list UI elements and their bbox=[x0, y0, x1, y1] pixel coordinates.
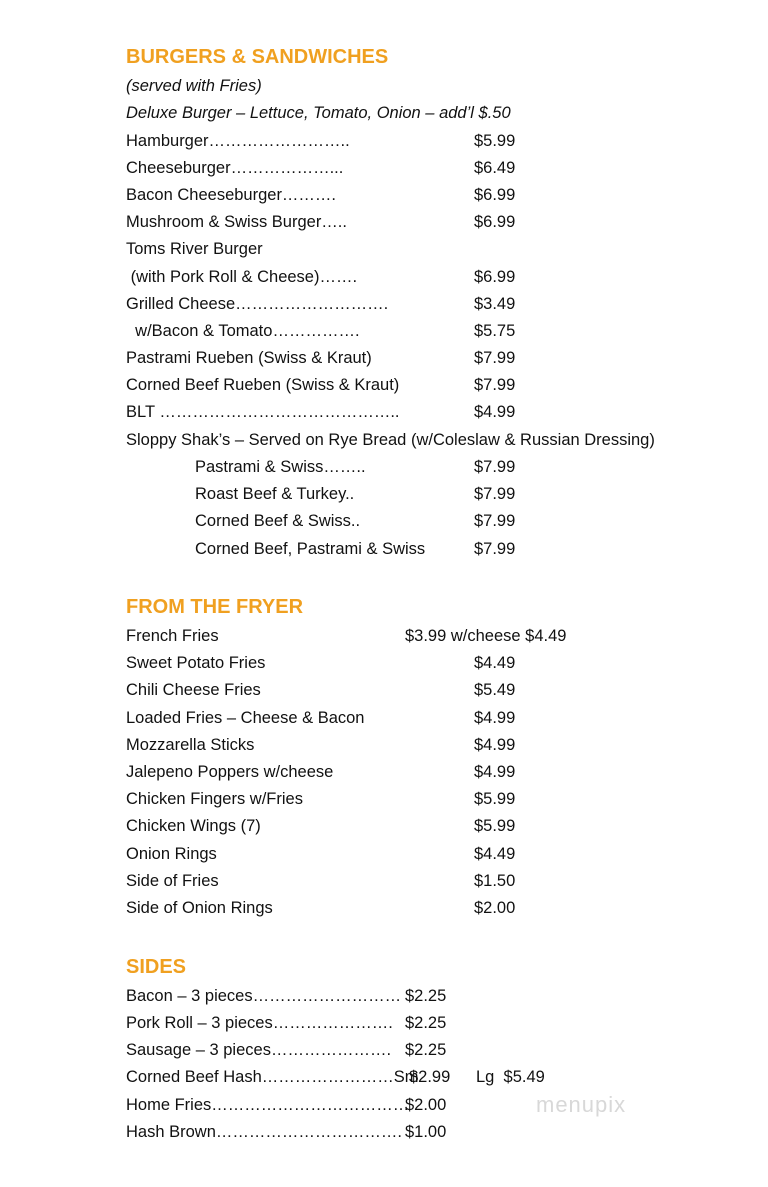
menu-item-name: Side of Fries bbox=[126, 872, 219, 890]
menu-item-price: $4.49 bbox=[474, 654, 516, 672]
menu-item-price: $6.99 bbox=[474, 186, 516, 204]
menu-item-name: Cheeseburger………………... bbox=[126, 159, 344, 177]
menu-item-name: Corned Beef Rueben (Swiss & Kraut) bbox=[126, 376, 400, 394]
menu-item-price: $2.00 bbox=[474, 899, 516, 917]
served-with-fries-note: (served with Fries) bbox=[126, 77, 262, 95]
menu-item-price: $2.99 bbox=[409, 1068, 451, 1086]
section-heading-sides: SIDES bbox=[126, 956, 187, 978]
menu-item-name: Chili Cheese Fries bbox=[126, 681, 261, 699]
menu-item-name: Sweet Potato Fries bbox=[126, 654, 266, 672]
menu-item-name: Mozzarella Sticks bbox=[126, 736, 255, 754]
menu-item-price: $5.99 bbox=[474, 790, 516, 808]
menu-item-price: $2.25 bbox=[405, 1014, 447, 1032]
menu-item-name: Bacon Cheeseburger………. bbox=[126, 186, 337, 204]
menu-item-price: $3.99 w/cheese $4.49 bbox=[405, 627, 567, 645]
menu-item-name: Hash Brown……………………………. bbox=[126, 1123, 402, 1141]
menu-item-name: Loaded Fries – Cheese & Bacon bbox=[126, 709, 365, 727]
menu-item-name: Chicken Wings (7) bbox=[126, 817, 261, 835]
menu-item-price: $5.49 bbox=[474, 681, 516, 699]
menu-item-price: $7.99 bbox=[474, 512, 516, 530]
sloppy-shaks-heading: Sloppy Shak’s – Served on Rye Bread (w/Coleslaw & Russian Dressing) bbox=[126, 431, 655, 449]
menu-item-name: Roast Beef & Turkey.. bbox=[195, 485, 355, 503]
menu-item-name: Corned Beef, Pastrami & Swiss bbox=[195, 540, 426, 558]
menu-item-name: Grilled Cheese………………………. bbox=[126, 295, 389, 313]
menu-item-price: $7.99 bbox=[474, 485, 516, 503]
menu-item-price-large: Lg $5.49 bbox=[476, 1068, 545, 1086]
menu-item-price: $5.99 bbox=[474, 132, 516, 150]
menu-item-name: Sausage – 3 pieces…………………. bbox=[126, 1041, 392, 1059]
menu-item-price: $1.00 bbox=[405, 1123, 447, 1141]
menu-item-name: Hamburger…………………….. bbox=[126, 132, 350, 150]
menu-item-name: Pastrami & Swiss…….. bbox=[195, 458, 366, 476]
menu-item-name: Onion Rings bbox=[126, 845, 217, 863]
menu-item-price: $2.25 bbox=[405, 987, 447, 1005]
menu-item-price: $2.00 bbox=[405, 1096, 447, 1114]
menupix-watermark: menupix bbox=[536, 1092, 627, 1117]
deluxe-burger-note: Deluxe Burger – Lettuce, Tomato, Onion – add’l $.50 bbox=[126, 104, 511, 122]
menu-item-name: BLT …………………………………….. bbox=[126, 403, 400, 421]
menu-item-price: $6.99 bbox=[474, 213, 516, 231]
menu-item-name: Bacon – 3 pieces……………………… bbox=[126, 987, 402, 1005]
menu-item-price: $6.99 bbox=[474, 268, 516, 286]
menu-item-name: Corned Beef & Swiss.. bbox=[195, 512, 361, 530]
menu-item-name: Side of Onion Rings bbox=[126, 899, 273, 917]
menu-item-name: w/Bacon & Tomato……………. bbox=[126, 322, 360, 340]
menu-item-price: $7.99 bbox=[474, 458, 516, 476]
menu-item-price: $3.49 bbox=[474, 295, 516, 313]
menu-item-price: $7.99 bbox=[474, 540, 516, 558]
menu-item-name: Pastrami Rueben (Swiss & Kraut) bbox=[126, 349, 372, 367]
menu-item-price: $1.50 bbox=[474, 872, 516, 890]
menu-item-price: $5.75 bbox=[474, 322, 516, 340]
menu-item-name: (with Pork Roll & Cheese)……. bbox=[126, 268, 358, 286]
menu-item-name: French Fries bbox=[126, 627, 219, 645]
menu-item-name: Corned Beef Hash……………………Sm bbox=[126, 1068, 419, 1086]
menu-item-price: $5.99 bbox=[474, 817, 516, 835]
menu-item-name: Home Fries……………………………… bbox=[126, 1096, 410, 1114]
section-heading-burgers: BURGERS & SANDWICHES bbox=[126, 46, 389, 68]
menu-item-name: Chicken Fingers w/Fries bbox=[126, 790, 303, 808]
menu-item-price: $7.99 bbox=[474, 376, 516, 394]
menu-item-price: $4.99 bbox=[474, 736, 516, 754]
menu-item-price: $4.99 bbox=[474, 763, 516, 781]
menu-item-price: $4.49 bbox=[474, 845, 516, 863]
menu-item-price: $4.99 bbox=[474, 403, 516, 421]
section-heading-fryer: FROM THE FRYER bbox=[126, 596, 304, 618]
menu-item-name: Mushroom & Swiss Burger….. bbox=[126, 213, 347, 231]
menu-item-name: Toms River Burger bbox=[126, 240, 263, 258]
menu-item-price: $4.99 bbox=[474, 709, 516, 727]
menu-item-price: $7.99 bbox=[474, 349, 516, 367]
menu-item-price: $6.49 bbox=[474, 159, 516, 177]
menu-item-price: $2.25 bbox=[405, 1041, 447, 1059]
menu-item-name: Pork Roll – 3 pieces…………………. bbox=[126, 1014, 393, 1032]
menu-item-name: Jalepeno Poppers w/cheese bbox=[126, 763, 334, 781]
